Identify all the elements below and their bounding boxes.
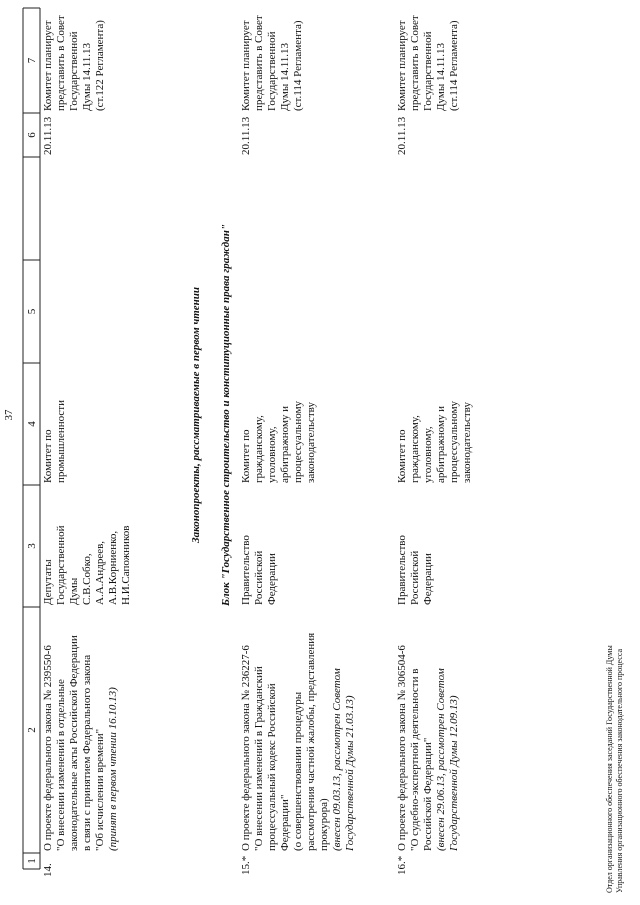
column-header-6: 6 xyxy=(26,132,38,138)
row-plan: Комитет планирует представить в Совет Государственной Думы 14.11.13 (ст.114 Регламента) xyxy=(396,15,460,111)
column-header-4: 4 xyxy=(26,421,38,427)
row-plan: Комитет планирует представить в Совет Государственной Думы 14.11.13 (ст.122 Регламента) xyxy=(42,15,106,111)
section-heading-reading: Законопроекты, рассматриваемые в первом чтении xyxy=(190,287,202,543)
column-header-2: 2 xyxy=(26,727,38,733)
row-title: О проекте федерального закона № 239550-6 "О внесении изменений в отдельные законодательные акты Российской Федерации в связи с принятием Федерального закона "Об исчислении времени" (принят в первом чтении 16.10.13) xyxy=(42,635,119,851)
row-initiator: Правительство Российской Федерации xyxy=(240,535,278,605)
row-number: 14. xyxy=(42,863,54,877)
row-committee: Комитет по гражданскому, уголовному, арбитражному и процессуальному законодательству xyxy=(240,400,317,483)
footer-line-2: Управления организационного обеспечения законодательного процесса xyxy=(615,648,624,893)
row-date: 20.11.13 xyxy=(42,116,54,155)
page-number: 37 xyxy=(3,409,15,421)
row-title: О проекте федерального закона № 306504-6 "О судебно-экспертной деятельности в Российской Федерации" (внесен 29.06.13, рассмотрен Советом Государственной Думы 12.09.13) xyxy=(396,645,460,851)
row-committee: Комитет по гражданскому, уголовному, арбитражному и процессуальному законодательству xyxy=(396,400,473,483)
column-header-3: 3 xyxy=(26,543,38,549)
row-initiator: Правительство Российской Федерации xyxy=(396,535,434,605)
column-header-5: 5 xyxy=(26,308,38,315)
row-date: 20.11.13 xyxy=(240,116,252,155)
row-number: 15.* xyxy=(240,855,252,875)
row-title: О проекте федерального закона № 236227-6 "О внесении изменений в Гражданский процессуальный кодекс Российской Федерации" (о совершенствовании процедуры рассмотрения частной жалобы, представления прокурора) (внесен 09.03.13, рассмотрен Советом Государственной Думы 21.03.13) xyxy=(240,632,356,851)
section-heading-block: Блок "Государственное строительство и конституционные права граждан" xyxy=(220,224,232,606)
row-plan: Комитет планирует представить в Совет Государственной Думы 14.11.13 (ст.114 Регламента) xyxy=(240,15,304,111)
column-header-7: 7 xyxy=(26,57,38,64)
column-header-1: 1 xyxy=(26,858,38,864)
row-date: 20.11.13 xyxy=(396,116,408,155)
row-number: 16.* xyxy=(396,855,408,875)
footer-line-1: Отдел организационного обеспечения заседаний Государственной Думы xyxy=(605,645,614,893)
row-committee: Комитет по промышленности xyxy=(42,400,67,483)
row-initiator: Депутаты Государственной Думы С.В.Собко, А.А.Андреев, А.В.Корниенко, Н.И.Сапожников xyxy=(42,525,132,605)
